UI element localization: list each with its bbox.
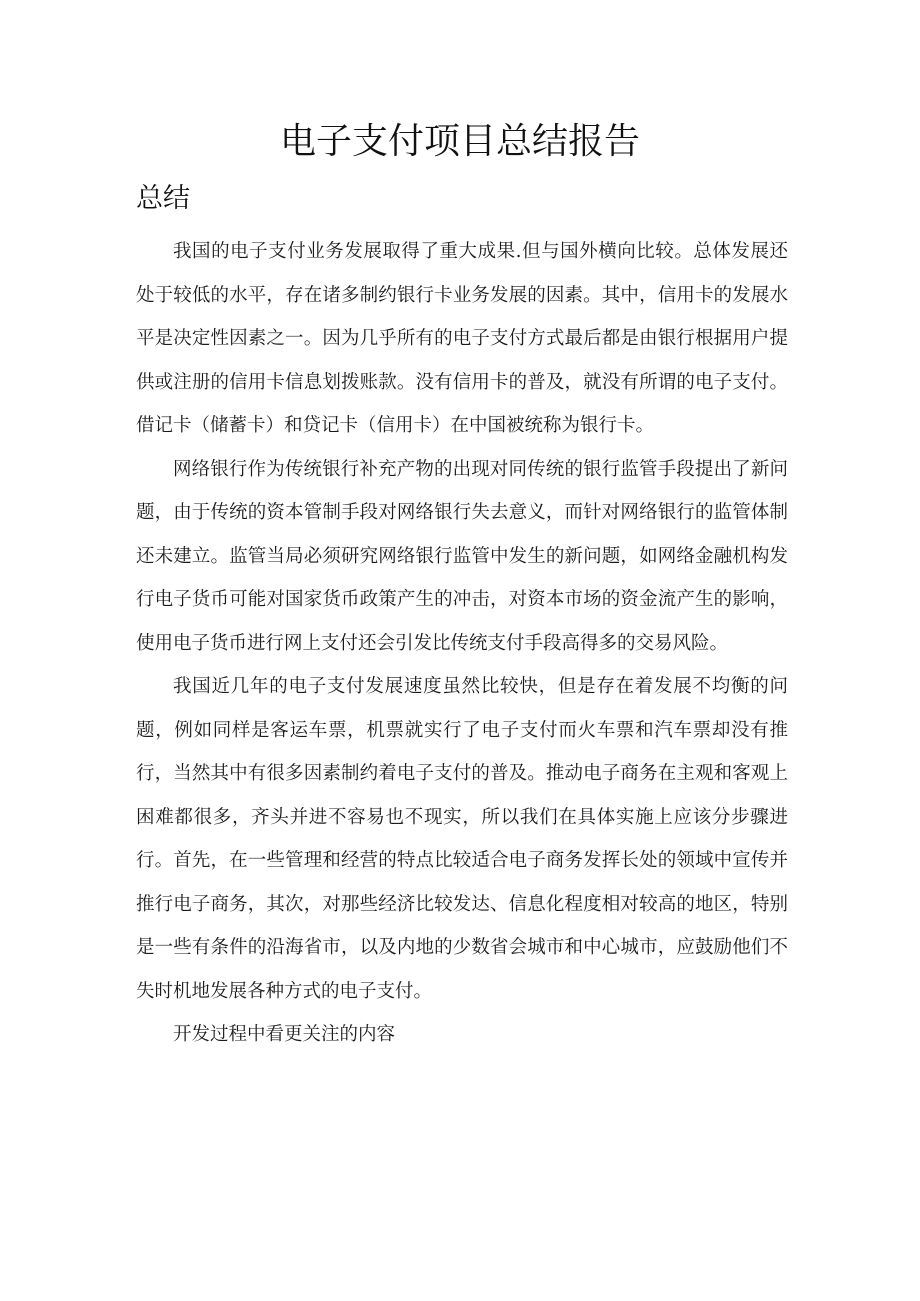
section-heading: 总结 <box>136 183 190 214</box>
paragraph-3: 我国近几年的电子支付发展速度虽然比较快，但是存在着发展不均衡的问题，例如同样是客运车票，机票就实行了电子支付而火车票和汽车票却没有推行，当然其中有很多因素制约着电子支付的普及。推动电子商务在主观和客观上困难都很多，齐头并进不容易也不现实，所以我们在具体实施上应该分步骤进行。首先，在一些管理和经营的特点比较适合电子商务发挥长处的领域中宣传并推行电子商务，其次，对那些经济比较发达、信息化程度相对较高的地区，特别是一些有条件的沿海省市，以及内地的少数省会城市和中心城市，应鼓励他们不失时机地发展各种方式的电子支付。 <box>136 676 788 1002</box>
document-body <box>136 230 788 1057</box>
paragraph-4: 开发过程中看更关注的内容 <box>173 1024 396 1045</box>
paragraph-2: 网络银行作为传统银行补充产物的出现对同传统的银行监管手段提出了新问题，由于传统的资本管制手段对网络银行失去意义，而针对网络银行的监管体制还未建立。监管当局必须研究网络银行监管中发生的新问题，如网络金融机构发行电子货币可能对国家货币政策产生的冲击，对资本市场的资金流产生的影响，使用电子货币进行网上支付还会引发比传统支付手段高得多的交易风险。 <box>136 458 788 654</box>
paragraph-1: 我国的电子支付业务发展取得了重大成果.但与国外横向比较。总体发展还处于较低的水平，存在诸多制约银行卡业务发展的因素。其中，信用卡的发展水平是决定性因素之一。因为几乎所有的电子支付方式最后都是由银行根据用户提供或注册的信用卡信息划拨账款。没有信用卡的普及，就没有所谓的电子支付。借记卡（储蓄卡）和贷记卡（信用卡）在中国被统称为银行卡。 <box>136 241 788 436</box>
document-title: 电子支付项目总结报告 <box>279 121 640 162</box>
